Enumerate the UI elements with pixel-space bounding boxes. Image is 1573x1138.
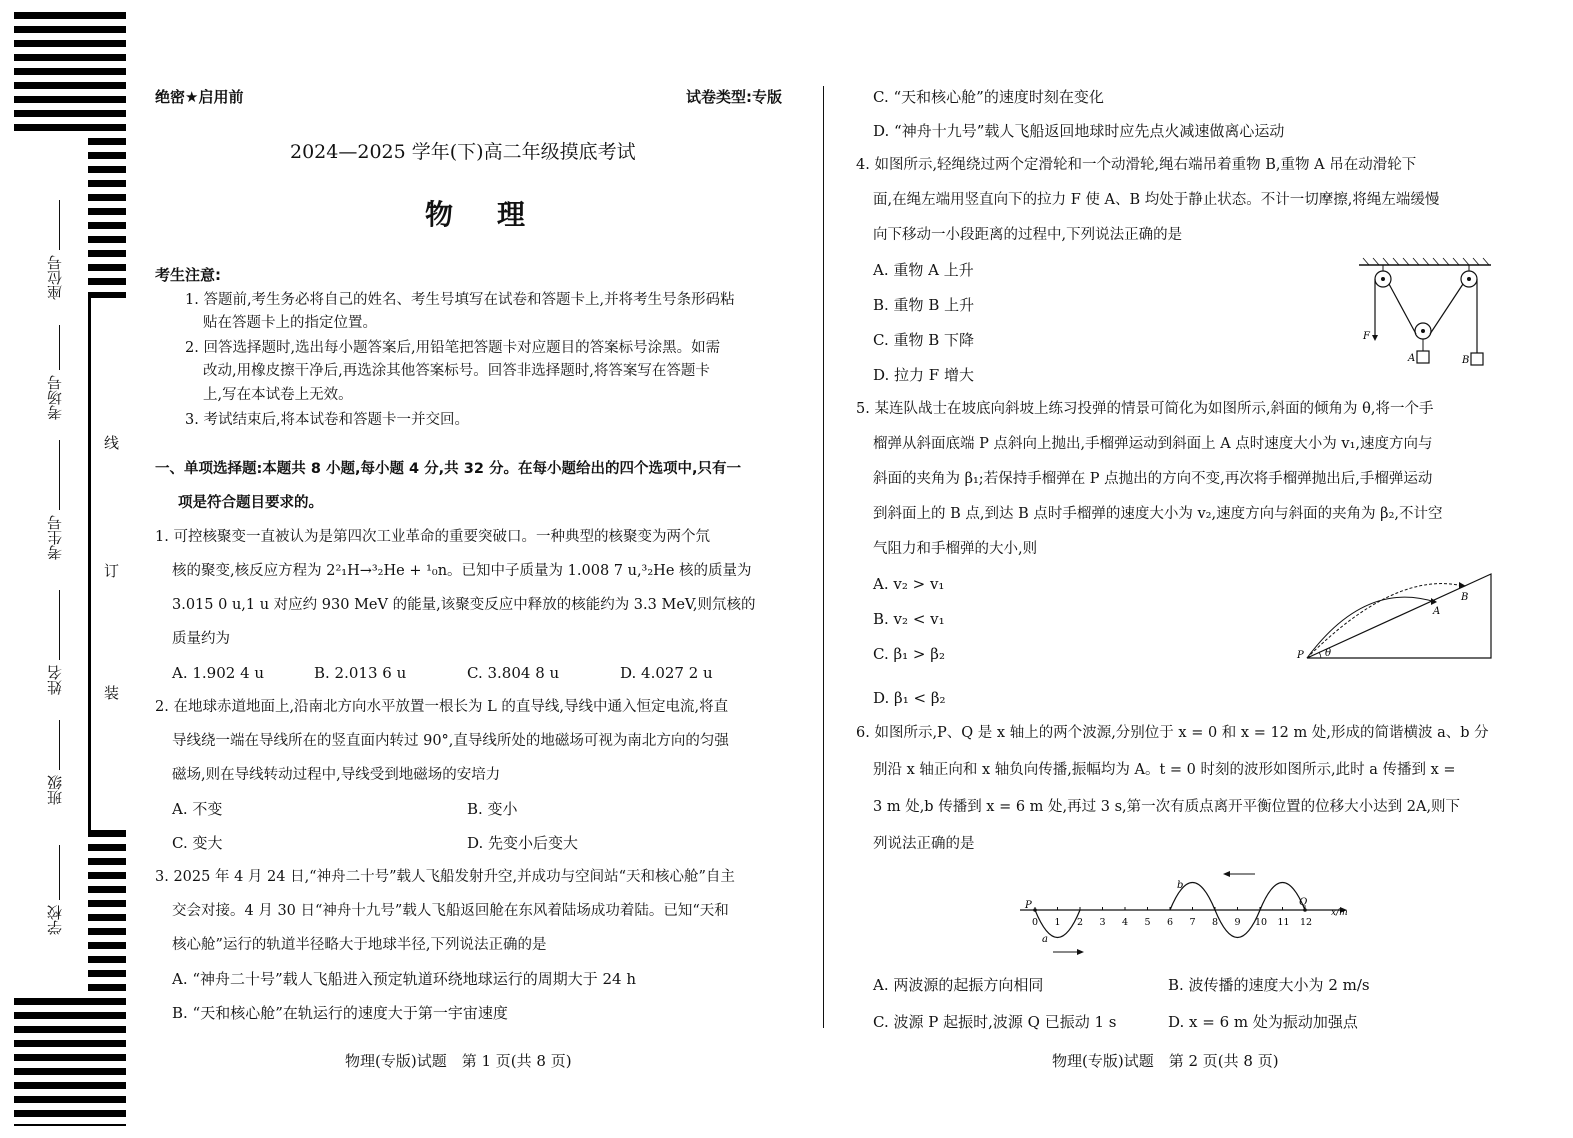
q5-line-1: 5. 某连队战士在坡底向斜坡上练习投弹的情景可简化为如图所示,斜面的倾角为 θ,将一个手 xyxy=(856,401,1434,417)
footer-right: 物理(专版)试题 第 2 页(共 8 页) xyxy=(1052,1052,1279,1070)
notice-line-5: 上,写在本试卷上无效。 xyxy=(203,387,353,403)
q5-incline-figure xyxy=(1295,570,1495,665)
q5-fig-label-b: B xyxy=(1461,592,1469,603)
q6-tick-label: 1 xyxy=(1054,917,1061,928)
q6-tick-label: 2 xyxy=(1077,917,1084,928)
q5-fig-label-theta: θ xyxy=(1325,648,1332,659)
side-underline-class xyxy=(59,720,60,770)
q6-tick-label: 11 xyxy=(1277,917,1290,928)
q5-fig-label-p: P xyxy=(1297,650,1304,661)
notice-title: 考生注意: xyxy=(155,266,221,284)
side-underline-school xyxy=(59,845,60,900)
q6-option-b: B. 波传播的速度大小为 2 m/s xyxy=(1168,976,1370,994)
notice-line-6: 3. 考试结束后,将本试卷和答题卡一并交回。 xyxy=(185,412,470,428)
q4-pulley-figure xyxy=(1355,255,1495,375)
secret-label: 绝密★启用前 xyxy=(155,88,244,106)
q6-tick-label: 9 xyxy=(1234,917,1241,928)
q6-line-2: 别沿 x 轴正向和 x 轴负向传播,振幅均为 A。t = 0 时刻的波形如图所示,此时 a 传播到 x = xyxy=(873,762,1456,778)
q1-line-4: 质量约为 xyxy=(172,631,230,647)
q2-line-3: 磁场,则在导线转动过程中,导线受到地磁场的安培力 xyxy=(172,767,501,783)
q6-line-3: 3 m 处,b 传播到 x = 6 m 处,再过 3 s,第一次有质点离开平衡位置的位移大小达到 2A,则下 xyxy=(873,799,1461,815)
q6-tick-label: 10 xyxy=(1255,917,1268,928)
binding-mark-staple: 订 xyxy=(104,562,120,580)
q5-line-3: 斜面的夹角为 β₁;若保持手榴弹在 P 点抛出的方向不变,再次将手榴弹抛出后,手榴弹运动 xyxy=(873,471,1433,487)
q1-option-c: C. 3.804 8 u xyxy=(467,664,560,682)
q4-fig-label-b: B xyxy=(1462,355,1470,366)
q5-fig-label-a: A xyxy=(1433,606,1441,617)
q6-fig-axis-label: x/m xyxy=(1331,908,1348,918)
side-label-name: 姓名 xyxy=(46,665,64,695)
section1-heading-cont: 项是符合题目要求的。 xyxy=(178,495,323,511)
side-underline-seat xyxy=(59,200,60,250)
q6-option-c: C. 波源 P 起振时,波源 Q 已振动 1 s xyxy=(873,1013,1117,1031)
q4-option-c: C. 重物 B 下降 xyxy=(873,331,975,349)
notice-line-4: 改动,用橡皮擦干净后,再选涂其他答案标号。回答非选择题时,将答案写在答题卡 xyxy=(203,363,710,379)
q2-option-d: D. 先变小后变大 xyxy=(467,834,579,852)
q5-line-2: 榴弹从斜面底端 P 点斜向上抛出,手榴弹运动到斜面上 A 点时速度大小为 v₁,速度方向与 xyxy=(873,436,1433,452)
q4-option-a: A. 重物 A 上升 xyxy=(873,261,974,279)
q5-line-4: 到斜面上的 B 点,到达 B 点时手榴弹的速度大小为 v₂,速度方向与斜面的夹角为 β₂,不计空 xyxy=(873,506,1443,522)
side-label-examid: 考生号 xyxy=(46,515,64,560)
q5-option-c: C. β₁ > β₂ xyxy=(873,645,945,663)
q1-line-2: 核的聚变,核反应方程为 2²₁H→³₂He + ¹₀n。已知中子质量为 1.008 7 u,³₂He 核的质量为 xyxy=(172,563,752,579)
side-label-room: 考场号 xyxy=(46,375,64,420)
q3-option-c: C. “天和核心舱”的速度时刻在变化 xyxy=(873,88,1104,106)
q6-fig-label-a: a xyxy=(1042,934,1048,945)
barcode-inner-column-bottom xyxy=(88,830,126,998)
q2-option-c: C. 变大 xyxy=(172,834,223,852)
subject-title: 物 理 xyxy=(425,198,534,231)
section1-heading: 一、单项选择题:本题共 8 小题,每小题 4 分,共 32 分。在每小题给出的四个选项中,只有一 xyxy=(155,461,741,477)
side-label-seat: 座位号 xyxy=(46,255,64,300)
column-divider xyxy=(823,86,824,1028)
q6-line-1: 6. 如图所示,P、Q 是 x 轴上的两个波源,分别位于 x = 0 和 x = 12 m 处,形成的简谐横波 a、b 分 xyxy=(856,725,1489,741)
q2-line-1: 2. 在地球赤道地面上,沿南北方向水平放置一根长为 L 的直导线,导线中通入恒定电流,将直 xyxy=(155,699,729,715)
q3-option-d: D. “神舟十九号”载人飞船返回地球时应先点火减速做离心运动 xyxy=(873,122,1285,140)
q3-line-3: 核心舱”运行的轨道半径略大于地球半径,下列说法正确的是 xyxy=(172,937,547,953)
q3-line-1: 3. 2025 年 4 月 24 日,“神舟二十号”载人飞船发射升空,并成功与空间站“天和核心舱”自主 xyxy=(155,869,735,885)
q6-line-4: 列说法正确的是 xyxy=(873,836,975,852)
q4-fig-label-a: A xyxy=(1408,353,1416,364)
q6-tick-label: 5 xyxy=(1144,917,1151,928)
q4-line-2: 面,在绳左端用竖直向下的拉力 F 使 A、B 均处于静止状态。不计一切摩擦,将绳左端缓慢 xyxy=(873,192,1440,208)
side-label-school: 学校 xyxy=(46,905,64,935)
q3-option-a: A. “神舟二十号”载人飞船进入预定轨道环绕地球运行的周期大于 24 h xyxy=(172,970,636,988)
q4-fig-label-f: F xyxy=(1363,331,1370,342)
q6-tick-label: 3 xyxy=(1099,917,1106,928)
binding-mark-line: 线 xyxy=(104,434,120,452)
side-underline-room xyxy=(59,325,60,370)
q6-tick-label: 4 xyxy=(1122,917,1129,928)
q6-tick-label: 6 xyxy=(1167,917,1174,928)
q4-option-d: D. 拉力 F 增大 xyxy=(873,366,974,384)
q6-tick-label: 12 xyxy=(1300,917,1313,928)
q6-tick-label: 0 xyxy=(1032,917,1039,928)
q1-line-1: 1. 可控核聚变一直被认为是第四次工业革命的重要突破口。一种典型的核聚变为两个氘 xyxy=(155,529,710,545)
q6-option-a: A. 两波源的起振方向相同 xyxy=(873,976,1044,994)
notice-line-1: 1. 答题前,考生务必将自己的姓名、考生号填写在试卷和答题卡上,并将考生号条形码粘 xyxy=(185,292,735,308)
q6-tick-label: 7 xyxy=(1189,917,1196,928)
q5-option-d: D. β₁ < β₂ xyxy=(873,689,946,707)
q6-wave-figure xyxy=(1015,865,1355,960)
q1-option-a: A. 1.902 4 u xyxy=(172,664,265,682)
barcode-bottom xyxy=(14,998,126,1126)
q1-option-b: B. 2.013 6 u xyxy=(314,664,407,682)
side-label-class: 班级 xyxy=(46,775,64,805)
q3-option-b: B. “天和核心舱”在轨运行的速度大于第一宇宙速度 xyxy=(172,1004,508,1022)
q6-option-d: D. x = 6 m 处为振动加强点 xyxy=(1168,1013,1358,1031)
q5-option-a: A. v₂ > v₁ xyxy=(873,575,945,593)
q2-option-b: B. 变小 xyxy=(467,800,518,818)
notice-line-2: 贴在答题卡上的指定位置。 xyxy=(203,315,377,331)
q1-line-3: 3.015 0 u,1 u 对应约 930 MeV 的能量,该聚变反应中释放的核能约为 3.3 MeV,则氘核的 xyxy=(172,597,756,613)
q2-option-a: A. 不变 xyxy=(172,800,223,818)
q3-line-2: 交会对接。4 月 30 日“神舟十九号”载人飞船返回舱在东风着陆场成功着陆。已知“天和 xyxy=(172,903,729,919)
q6-fig-label-q: Q xyxy=(1299,897,1308,908)
footer-left: 物理(专版)试题 第 1 页(共 8 页) xyxy=(345,1052,572,1070)
q5-line-5: 气阻力和手榴弹的大小,则 xyxy=(873,541,1038,557)
paper-type: 试卷类型:专版 xyxy=(686,88,782,106)
binding-mark-bind: 装 xyxy=(104,684,120,702)
q6-tick-label: 8 xyxy=(1212,917,1219,928)
q4-option-b: B. 重物 B 上升 xyxy=(873,296,975,314)
exam-title: 2024—2025 学年(下)高二年级摸底考试 xyxy=(290,141,636,163)
q6-fig-label-p: P xyxy=(1025,900,1032,911)
q4-line-3: 向下移动一小段距离的过程中,下列说法正确的是 xyxy=(873,227,1183,243)
q1-option-d: D. 4.027 2 u xyxy=(620,664,713,682)
q4-line-1: 4. 如图所示,轻绳绕过两个定滑轮和一个动滑轮,绳右端吊着重物 B,重物 A 吊在动滑轮下 xyxy=(856,157,1417,173)
barcode-top xyxy=(14,12,126,138)
q5-option-b: B. v₂ < v₁ xyxy=(873,610,945,628)
q6-fig-label-b: b xyxy=(1177,880,1184,891)
notice-line-3: 2. 回答选择题时,选出每小题答案后,用铅笔把答题卡对应题目的答案标号涂黑。如需 xyxy=(185,340,721,356)
barcode-inner-column xyxy=(88,138,126,298)
side-underline-examid xyxy=(59,440,60,510)
q2-line-2: 导线绕一端在导线所在的竖直面内转过 90°,直导线所处的地磁场可视为南北方向的匀强 xyxy=(172,733,729,749)
side-underline-name xyxy=(59,590,60,660)
